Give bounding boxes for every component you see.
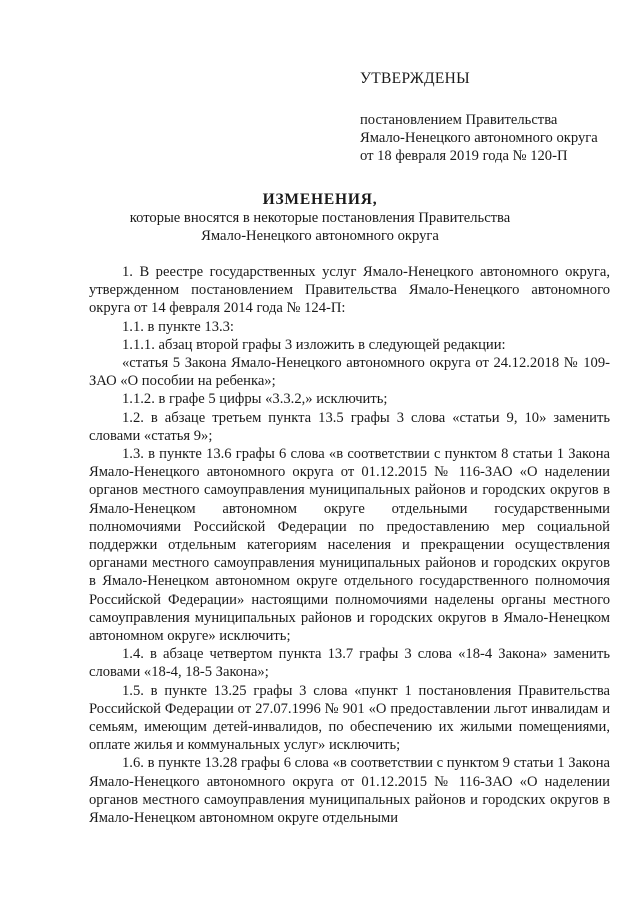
paragraph: 1.1. в пункте 13.3:: [122, 318, 234, 335]
title-subline: Ямало-Ненецкого автономного округа: [201, 228, 439, 244]
paragraph: 1. В реестре государственных услуг Ямало-Ненецкого автономного округа, утвержденном постановлением Правительства Ямало-Ненецкого автономного округа от 14 февраля 2014 года № 124-П:: [89, 264, 610, 317]
title-main: ИЗМЕНЕНИЯ,: [262, 191, 378, 208]
paragraph: 1.3. в пункте 13.6 графы 6 слова «в соответствии с пунктом 8 статьи 1 Закона Ямало-Ненецкого автономного округа от 01.12.2015 № 116-ЗАО «О наделении органов местного самоуправления муниципальных районов и городских округов в Ямало-Ненецком автономном округе отдельными государственными полномочиями Российской Федерации по предоставлению мер социальной поддержки отдельным категориям населения и прекращении осуществления органами местного самоуправления муниципальных районов и городских округов в Ямало-Ненецком автономном округе отдельного государственного полномочия Российской Федерации» настоящими полномочиями наделены органы местного самоуправления муниципальных районов и городских округов в Ямало-Ненецком автономном округе» исключить;: [89, 446, 610, 645]
approval-line: Ямало-Ненецкого автономного округа: [360, 130, 598, 146]
paragraph: 1.5. в пункте 13.25 графы 3 слова «пункт 1 постановления Правительства Российской Федерации от 27.07.1996 № 901 «О предоставлении льгот инвалидам и семьям, имеющим детей-инвалидов, по обеспечению их жилыми помещениями, оплате жилья и коммунальных услуг» исключить;: [89, 682, 610, 754]
paragraph: «статья 5 Закона Ямало-Ненецкого автономного округа от 24.12.2018 № 109-ЗАО «О пособии на ребенка»;: [89, 355, 610, 390]
title-subline: которые вносятся в некоторые постановления Правительства: [129, 210, 511, 226]
paragraph: 1.1.2. в графе 5 цифры «3.3.2,» исключить;: [122, 391, 388, 408]
paragraph: 1.1.1. абзац второй графы 3 изложить в следующей редакции:: [122, 336, 506, 353]
approval-line: от 18 февраля 2019 года № 120-П: [360, 148, 568, 164]
paragraph: 1.2. в абзаце третьем пункта 13.5 графы 3 слова «статьи 9, 10» заменить словами «статья 9»;: [89, 409, 610, 444]
document-body: [89, 263, 610, 827]
paragraph: 1.6. в пункте 13.28 графы 6 слова «в соответствии с пунктом 9 статьи 1 Закона Ямало-Ненецкого автономного округа от 01.12.2015 № 116-ЗАО «О наделении органов местного самоуправления муниципальных районов и городских округов в Ямало-Ненецком автономном округе отдельными: [89, 755, 610, 827]
approval-heading: УТВЕРЖДЕНЫ: [360, 70, 470, 87]
approval-line: постановлением Правительства: [360, 112, 558, 128]
paragraph: 1.4. в абзаце четвертом пункта 13.7 графы 3 слова «18-4 Закона» заменить словами «18-4, 18-5 Закона»;: [89, 646, 610, 681]
